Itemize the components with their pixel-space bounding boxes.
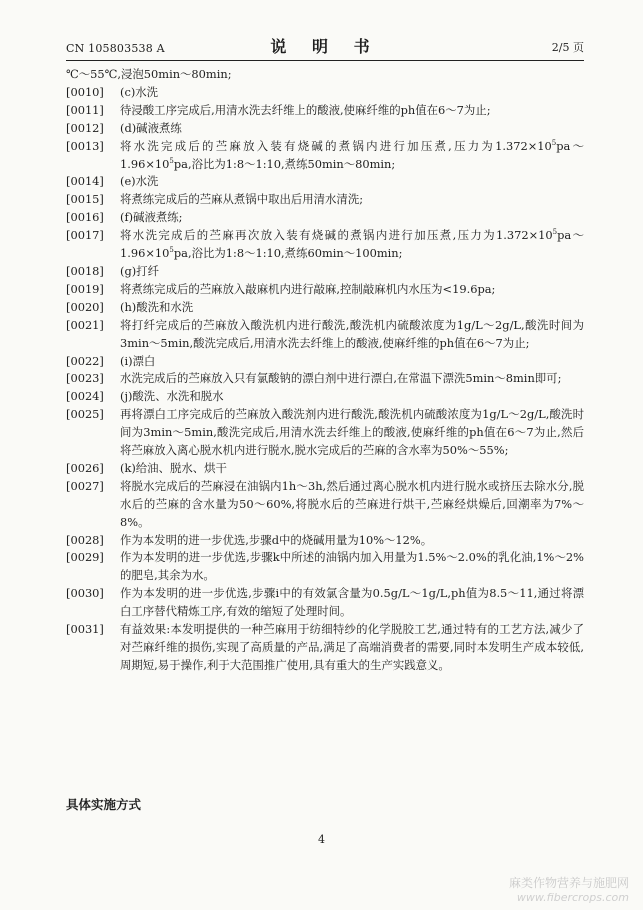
paragraph	[66, 209, 584, 227]
paragraph-text	[120, 191, 584, 209]
paragraph-text	[120, 532, 584, 550]
paragraph-number: [0014]	[66, 174, 104, 189]
text-run: (e)水洗	[120, 174, 159, 189]
document-title: 说 明 书	[270, 37, 380, 56]
text-run: 将脱水完成后的苎麻浸在油锅内1h～3h,然后通过离心脱水机内进行脱水或挤压去除水分,脱水后的苎麻的含水量为50～60%,将脱水后的苎麻进行烘干,苎麻经烘燥后,回潮率为7%～8%。	[120, 478, 584, 529]
paragraph-text	[120, 227, 584, 263]
paragraph-number: [0013]	[66, 138, 104, 153]
paragraph-number: [0020]	[66, 299, 104, 314]
paragraph	[66, 191, 584, 209]
text-run: 待浸酸工序完成后,用清水洗去纤维上的酸液,使麻纤维的ph值在6～7为止;	[120, 102, 491, 117]
paragraph-text	[120, 478, 584, 532]
paragraph-text	[120, 549, 584, 585]
text-run: (d)碱液煮练	[120, 120, 182, 135]
paragraph	[66, 281, 584, 299]
paragraph-number: [0019]	[66, 281, 104, 296]
paragraph	[66, 585, 584, 621]
paragraph-number: [0021]	[66, 317, 104, 332]
paragraph-number: [0016]	[66, 210, 104, 225]
paragraph-number: [0010]	[66, 84, 104, 99]
paragraph-text	[120, 263, 584, 281]
page-indicator: 2/5 页	[551, 41, 584, 54]
exponent: 5	[169, 246, 174, 255]
paragraph-number: [0024]	[66, 389, 104, 404]
paragraph	[66, 406, 584, 460]
text-run: (f)碱液煮练;	[120, 210, 183, 225]
text-run: (g)打纤	[120, 263, 159, 278]
paragraph	[66, 102, 584, 120]
paragraph-number: [0030]	[66, 586, 104, 601]
paragraph-text	[120, 138, 584, 174]
paragraph-number: [0015]	[66, 192, 104, 207]
paragraph	[66, 460, 584, 478]
text-run: (c)水洗	[120, 84, 159, 99]
paragraph	[66, 84, 584, 102]
exponent: 5	[169, 156, 174, 165]
text-run: (h)酸洗和水洗	[120, 299, 194, 314]
text-run: 将煮练完成后的苎麻放入敲麻机内进行敲麻,控制敲麻机内水压为<19.6pa;	[120, 281, 496, 296]
text-run: 作为本发明的进一步优选,步骤i中的有效氯含量为0.5g/L～1g/L,ph值为8.5～11,通过将漂白工序替代精炼工序,有效的缩短了处理时间。	[120, 586, 584, 619]
paragraph	[66, 263, 584, 281]
text-run: pa,浴比为1:8～1:10,煮练60min～100min;	[173, 246, 403, 261]
page-number: 4	[318, 833, 325, 846]
text-run: 将打纤完成后的苎麻放入酸洗机内进行酸洗,酸洗机内硫酸浓度为1g/L～2g/L,酸洗时间为3min～5min,酸洗完成后,用清水洗去纤维上的酸液,使麻纤维的ph值在6～7为止;	[120, 317, 584, 350]
paragraph-text	[120, 299, 584, 317]
text-run: 将水洗完成后的苎麻放入装有烧碱的煮锅内进行加压煮,压力为1.372×10	[120, 138, 552, 153]
paragraph-number: [0017]	[66, 228, 104, 243]
paragraph-number: [0011]	[66, 102, 104, 117]
paragraph-number: [0018]	[66, 263, 104, 278]
text-run: 再将漂白工序完成后的苎麻放入酸洗剂内进行酸洗,酸洗机内硫酸浓度为1g/L～2g/L,酸洗时间为3min～5min,酸洗完成后,用清水洗去纤维上的酸液,使麻纤维的ph值在6～7为止,然后将苎麻放入离心脱水机内进行脱水,脱水完成后的苎麻的含水率为50%～55%;	[120, 407, 584, 458]
paragraph-text	[120, 621, 584, 675]
paragraph-number: [0026]	[66, 460, 104, 475]
paragraph	[66, 317, 584, 353]
text-run: (k)给油、脱水、烘干	[120, 460, 227, 475]
paragraph	[66, 621, 584, 675]
paragraph	[66, 532, 584, 550]
text-run: 作为本发明的进一步优选,步骤k中所述的油锅内加入用量为1.5%～2.0%的乳化油,1%～2%的肥皂,其余为水。	[120, 550, 584, 583]
paragraph-text	[120, 460, 584, 478]
document-body	[66, 66, 584, 675]
paragraph	[66, 138, 584, 174]
text-run: pa～1.96×10	[120, 138, 584, 171]
paragraph-number: [0022]	[66, 353, 104, 368]
text-run: (i)漂白	[120, 353, 156, 368]
continuation-line: ℃～55℃,浸泡50min～80min;	[66, 67, 232, 81]
paragraph	[66, 388, 584, 406]
paragraph-text	[120, 281, 584, 299]
text-run: 水洗完成后的苎麻放入只有氯酸钠的漂白剂中进行漂白,在常温下漂洗5min～8min即可;	[120, 371, 562, 386]
paragraph-number: [0012]	[66, 120, 104, 135]
patent-number: CN 105803538 A	[66, 42, 165, 55]
paragraph	[66, 353, 584, 371]
paragraph	[66, 370, 584, 388]
paragraph	[66, 299, 584, 317]
paragraph-number: [0028]	[66, 532, 104, 547]
text-run: 作为本发明的进一步优选,步骤d中的烧碱用量为10%～12%。	[120, 532, 433, 547]
exponent: 5	[552, 228, 558, 237]
text-run: 将水洗完成后的苎麻再次放入装有烧碱的煮锅内进行加压煮,压力为1.372×10	[120, 228, 553, 243]
paragraph-number: [0029]	[66, 550, 104, 565]
text-run: pa～1.96×10	[120, 228, 584, 261]
paragraph-text	[120, 585, 584, 621]
paragraph-text	[120, 317, 584, 353]
paragraph-text	[120, 84, 584, 102]
paragraph	[66, 549, 584, 585]
paragraph	[66, 478, 584, 532]
paragraph-text	[120, 102, 584, 120]
paragraph-text	[120, 120, 584, 138]
section-heading: 具体实施方式	[66, 797, 142, 812]
paragraph	[66, 120, 584, 138]
page-header	[66, 34, 584, 61]
exponent: 5	[551, 138, 557, 147]
watermark-text: 麻类作物营养与施肥网	[508, 876, 629, 890]
paragraph-text	[120, 209, 584, 227]
text-run: 有益效果:本发明提供的一种苎麻用于纺细特纱的化学脱胶工艺,通过特有的工艺方法,减少了对苎麻纤维的损伤,实现了高质量的产品,满足了高端消费者的需要,同时本发明生产成本较低,周期短,易于操作,利于大范围推广使用,具有重大的生产实践意义。	[120, 622, 584, 672]
paragraph-text	[120, 353, 584, 371]
paragraph-number: [0023]	[66, 371, 104, 386]
paragraph-text	[120, 388, 584, 406]
paragraph-text	[120, 173, 584, 191]
paragraph-number: [0025]	[66, 407, 104, 422]
text-run: pa,浴比为1:8～1:10,煮练50min～80min;	[173, 156, 396, 171]
paragraph-number: [0031]	[66, 622, 104, 637]
text-run: (j)酸洗、水洗和脱水	[120, 389, 224, 404]
paragraph	[66, 227, 584, 263]
paragraph-number: [0027]	[66, 478, 104, 493]
watermark-url: www.fibercrops.com	[516, 891, 629, 904]
paragraph	[66, 173, 584, 191]
paragraph-text	[120, 406, 584, 460]
paragraph-text	[120, 370, 584, 388]
text-run: 将煮练完成后的苎麻从煮锅中取出后用清水清洗;	[120, 192, 364, 207]
